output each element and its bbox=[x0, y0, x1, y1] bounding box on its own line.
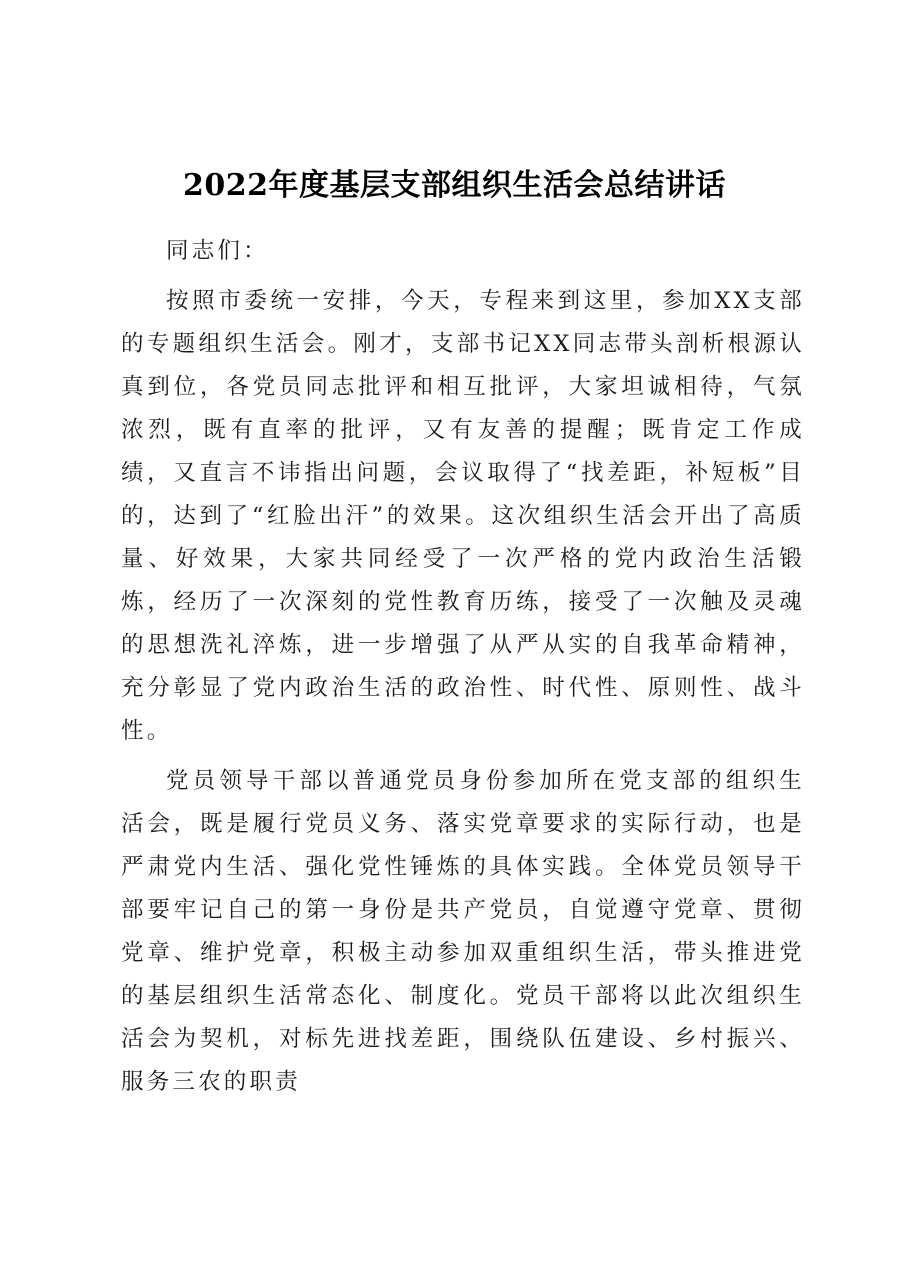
salutation: 同志们： bbox=[166, 238, 269, 264]
paragraph-1: 按照市委统一安排，今天，专程来到这里，参加XX支部的专题组织生活会。刚才，支部书记XX同志带头剖析根源认真到位，各党员同志批评和相互批评，大家坦诚相待，气氛浓烈，既有直率的批评，又有友善的提醒；既肯定工作成绩，又直言不讳指出问题，会议取得了“找差距，补短板”目的，达到了“红脸出汗”的效果。这次组织生活会开出了高质量、好效果，大家共同经受了一次严格的党内政治生活锻炼，经历了一次深刻的党性教育历练，接受了一次触及灵魂的思想洗礼淬炼，进一步增强了从严从实的自我革命精神，充分彰显了党内政治生活的政治性、时代性、原则性、战斗性。 bbox=[121, 288, 805, 744]
document-body bbox=[121, 230, 805, 1111]
document-title: 2022年度基层支部组织生活会总结讲话 bbox=[183, 168, 726, 203]
paragraph-2: 党员领导干部以普通党员身份参加所在党支部的组织生活会，既是履行党员义务、落实党章要求的实际行动，也是严肃党内生活、强化党性锤炼的具体实践。全体党员领导干部要牢记自己的第一身份是共产党员，自觉遵守党章、贯彻党章、维护党章，积极主动参加双重组织生活，带头推进党的基层组织生活常态化、制度化。党员干部将以此次组织生活会为契机，对标先进找差距，围绕队伍建设、乡村振兴、服务三农的职责 bbox=[121, 768, 805, 1095]
